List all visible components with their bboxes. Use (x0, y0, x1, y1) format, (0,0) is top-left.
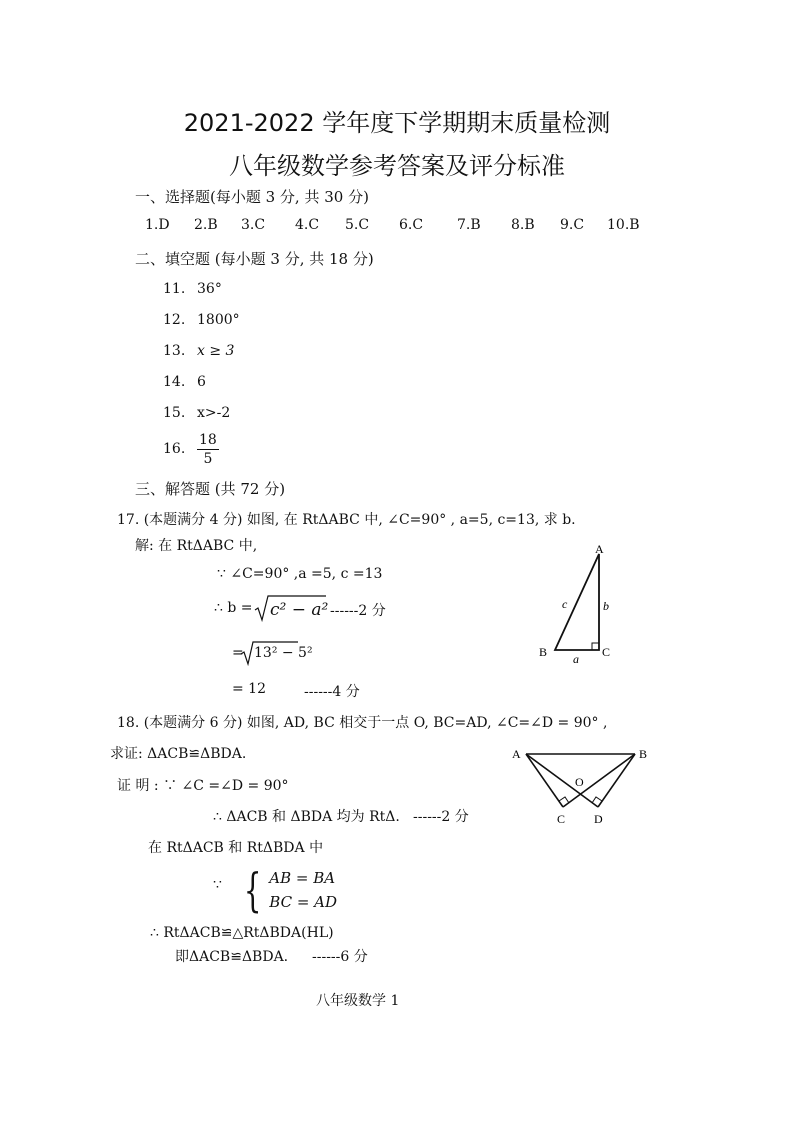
q17-result: = 12 (232, 681, 266, 697)
choice-answer: 9.C (560, 217, 585, 233)
q17-radicand-1: c² − a² (270, 600, 329, 620)
vertex-label-d: D (594, 812, 603, 826)
choice-answer: 2.B (194, 217, 218, 233)
fraction (197, 431, 219, 468)
q18-proof-2: ∴ ΔACB 和 ΔBDA 均为 RtΔ. (213, 809, 400, 825)
fill-item-answer: x ≥ 3 (197, 343, 235, 359)
fraction-denominator: 5 (203, 451, 213, 467)
fill-item-answer: 1800° (197, 312, 240, 328)
fill-item-number: 14. (163, 374, 186, 390)
page-subtitle: 八年级数学参考答案及评分标准 (229, 152, 565, 180)
choice-answer: 3.C (241, 217, 266, 233)
q17-equals: = (232, 645, 244, 661)
choice-answer: 10.B (607, 217, 640, 233)
section-heading-solve: 三、解答题 (共 72 分) (135, 480, 286, 498)
q18-proof-1: 证 明 : ∵ ∠C =∠D = 90° (117, 778, 289, 794)
choice-answer: 7.B (457, 217, 481, 233)
because-symbol: ∵ (213, 877, 222, 893)
segment-ac (526, 754, 563, 807)
side-label-b: b (603, 599, 609, 613)
side-label-c: c (562, 597, 568, 611)
q17-score-2: ------4 分 (304, 684, 360, 700)
q18-prove: 求证: ΔACB≌ΔBDA. (110, 746, 247, 762)
choice-answer: 5.C (345, 217, 370, 233)
system-equation-1: AB = BA (269, 869, 336, 887)
fill-item-number: 15. (163, 405, 186, 421)
system-equation-2: BC = AD (269, 893, 338, 911)
q18-statement: 18. (本题满分 6 分) 如图, AD, BC 相交于一点 O, BC=AD, ∠C=∠D = 90° , (117, 715, 608, 731)
right-angle-mark (592, 643, 599, 650)
q17-score-1: ------2 分 (330, 603, 386, 619)
q18-score-1: ------2 分 (413, 809, 469, 825)
q18-conclusion-1: ∴ RtΔACB≌△RtΔBDA(HL) (150, 925, 334, 941)
q17-solution-intro: 解: 在 RtΔABC 中, (135, 538, 258, 554)
fill-item-number: 11. (163, 281, 186, 297)
fill-item-number: 12. (163, 312, 186, 328)
vertex-label-b: B (539, 645, 548, 659)
crossed-triangles-figure (508, 742, 653, 826)
q17-radicand-2: 13² − 5² (254, 645, 313, 661)
vertex-label-a: A (512, 747, 521, 761)
page-footer: 八年级数学 1 (316, 993, 400, 1009)
vertex-label-b: B (639, 747, 648, 761)
fill-item-answer: 36° (197, 281, 222, 297)
vertex-label-c: C (557, 812, 566, 826)
fill-item-number: 16. (163, 441, 186, 457)
section-heading-choice: 一、选择题(每小题 3 分, 共 30 分) (135, 188, 369, 206)
q17-given: ∵ ∠C=90° ,a =5, c =13 (217, 566, 383, 582)
segment-db (598, 754, 635, 807)
fill-item-number: 13. (163, 343, 186, 359)
choice-answer: 1.D (145, 217, 170, 233)
fraction-numerator: 18 (199, 432, 217, 448)
triangle-abc-figure (535, 540, 625, 665)
choice-answer: 6.C (399, 217, 424, 233)
vertex-label-c: C (602, 645, 611, 659)
q18-proof-3: 在 RtΔACB 和 RtΔBDA 中 (148, 840, 324, 856)
vertex-label-o: O (575, 775, 584, 789)
q17-statement: 17. (本题满分 4 分) 如图, 在 RtΔABC 中, ∠C=90° , a=5, c=13, 求 b. (117, 512, 576, 528)
fill-item-answer: 6 (197, 374, 206, 390)
equation-system (238, 863, 338, 917)
section-heading-fill: 二、填空题 (每小题 3 分, 共 18 分) (135, 250, 374, 268)
page-title: 2021-2022 学年度下学期期末质量检测 (183, 109, 611, 137)
vertex-label-a: A (595, 542, 604, 556)
q17-formula-prefix: ∴ b = (214, 600, 253, 616)
choice-answer: 4.C (295, 217, 320, 233)
brace-icon: { (243, 863, 262, 917)
side-label-a: a (573, 652, 579, 665)
q18-score-2: ------6 分 (312, 949, 368, 965)
q18-conclusion-2: 即ΔACB≌ΔBDA. (175, 949, 289, 965)
choice-answer: 8.B (511, 217, 535, 233)
fill-item-answer: x>-2 (197, 405, 231, 421)
